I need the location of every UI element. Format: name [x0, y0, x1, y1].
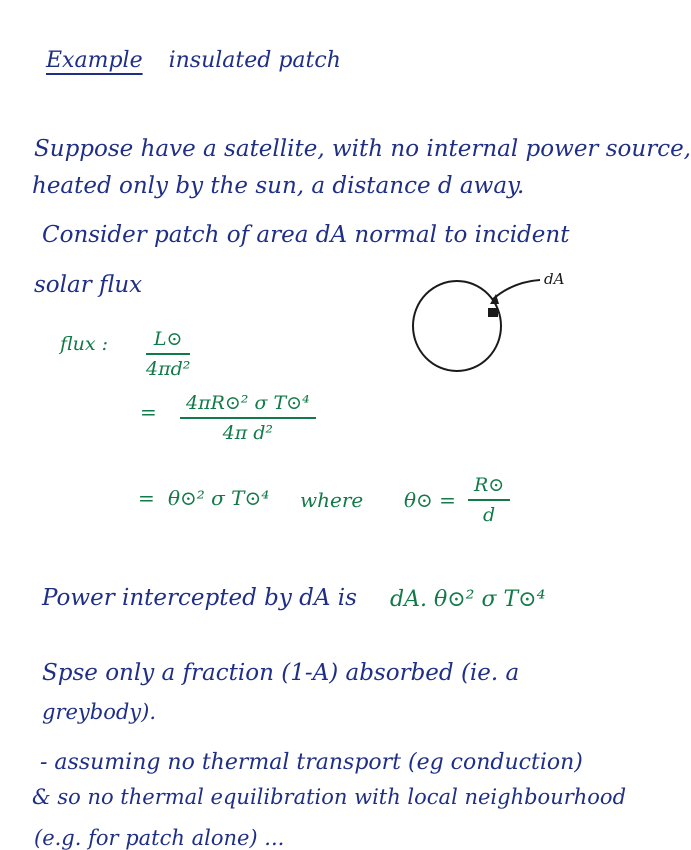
intro-line-2: heated only by the sun, a distance d away. [32, 173, 525, 199]
intro-line-1: Suppose have a satellite, with no internal power source, [34, 136, 691, 162]
flux-fraction-1-denominator: 4πd² [146, 358, 191, 380]
flux-label: flux : [60, 333, 109, 355]
where-label: where [300, 488, 364, 512]
flux-fraction-2-numerator: 4πR⊙² σ T⊙⁴ [180, 392, 316, 419]
flux-fraction-2-denominator: 4π d² [222, 422, 274, 444]
dA-pointer-line [492, 280, 540, 300]
equals-sign-2: = [138, 486, 155, 510]
absorption-line-4: & so no thermal equilibration with local neighbourhood [32, 785, 627, 809]
patch-marker [488, 308, 498, 317]
example-label: Example [46, 48, 143, 73]
flux-fraction-2 [180, 392, 316, 444]
flux-fraction-1-numerator: L⊙ [146, 328, 190, 355]
flux-result: θ⊙² σ T⊙⁴ [168, 486, 270, 510]
heading [46, 48, 341, 73]
intro-line-3: Consider patch of area dA normal to incident [42, 222, 570, 248]
theta-numerator: R⊙ [468, 474, 510, 501]
absorption-line-3: - assuming no thermal transport (eg conduction) [40, 750, 583, 775]
power-expression: dA. θ⊙² σ T⊙⁴ [390, 587, 546, 612]
equals-sign-1: = [140, 400, 157, 424]
power-statement: Power intercepted by dA is [42, 585, 357, 611]
satellite-circle [413, 281, 501, 371]
absorption-line-2: greybody). [42, 700, 157, 724]
satellite-diagram [400, 260, 600, 400]
heading-title: insulated patch [168, 48, 341, 73]
intro-line-4: solar flux [34, 272, 143, 298]
absorption-line-1: Spse only a fraction (1-A) absorbed (ie. a [42, 660, 520, 686]
theta-denominator: d [483, 504, 496, 526]
theta-fraction [468, 474, 510, 526]
theta-lhs: θ⊙ = [404, 488, 456, 512]
dA-label: dA [544, 270, 565, 288]
flux-fraction-1 [146, 328, 190, 380]
absorption-line-5: (e.g. for patch alone) ... [34, 826, 285, 850]
